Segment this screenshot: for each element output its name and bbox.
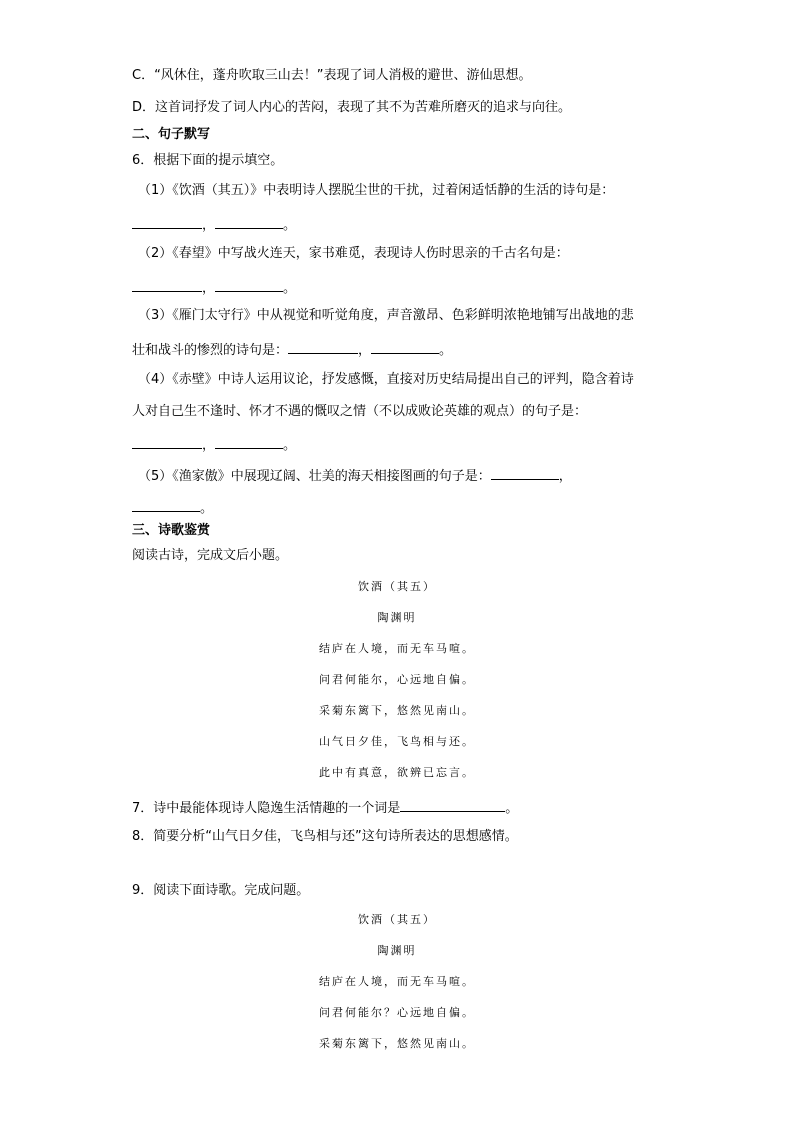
- poem-line: 采菊东篱下，悠然见南山。: [319, 1037, 475, 1050]
- poem-line: 此中有真意，欲辨已忘言。: [319, 766, 475, 779]
- poem-line: 结庐在人境，而无车马喧。: [319, 642, 475, 655]
- poem-line: 结庐在人境，而无车马喧。: [319, 975, 475, 988]
- poem-title: 饮酒（其五）: [358, 913, 436, 926]
- item-4-answer: ， 。: [132, 434, 296, 455]
- answer-blank[interactable]: [132, 277, 202, 292]
- section-heading-2: 二、句子默写: [132, 127, 211, 142]
- answer-blank[interactable]: [215, 214, 283, 229]
- question-9: 9．阅读下面诗歌。完成问题。: [132, 883, 310, 898]
- item-3-answer: 壮和战斗的惨烈的诗句是： ， 。: [132, 339, 452, 360]
- item-5-answer: 。: [132, 497, 213, 518]
- item-2-answer: ， 。: [132, 277, 296, 298]
- answer-blank[interactable]: [132, 214, 202, 229]
- option-d: D．这首词抒发了词人内心的苦闷，表现了其不为苦难所磨灭的追求与向往。: [132, 100, 572, 115]
- item-1-answer: ， 。: [132, 214, 296, 235]
- poem-line: 采菊东篱下，悠然见南山。: [319, 704, 475, 717]
- answer-blank[interactable]: [491, 465, 559, 480]
- poem-author: 陶渊明: [377, 944, 417, 957]
- poem-author: 陶渊明: [377, 611, 417, 624]
- poem-title: 饮酒（其五）: [358, 580, 436, 593]
- answer-blank[interactable]: [132, 497, 200, 512]
- item-5-prompt: （5）《渔家傲》中展现辽阔、壮美的海天相接图画的句子是： ，: [138, 465, 572, 486]
- question-8: 8．简要分析“山气日夕佳，飞鸟相与还”这句诗所表达的思想感情。: [132, 829, 518, 844]
- answer-blank[interactable]: [132, 434, 202, 449]
- item-4-prompt-cont: 人对自己生不逢时、怀才不遇的慨叹之情（不以成败论英雄的观点）的句子是：: [132, 404, 588, 419]
- answer-blank[interactable]: [400, 797, 505, 812]
- poem-line: 问君何能尔？心远地自偏。: [319, 1006, 475, 1019]
- option-c: C．“风休住，蓬舟吹取三山去！”表现了词人消极的避世、游仙思想。: [132, 68, 532, 83]
- item-1-prompt: （1）《饮酒（其五）》中表明诗人摆脱尘世的干扰，过着闲适恬静的生活的诗句是：: [138, 183, 615, 198]
- item-3-prompt: （3）《雁门太守行》中从视觉和听觉角度，声音激昂、色彩鲜明浓艳地铺写出战地的悲: [138, 308, 634, 323]
- answer-blank[interactable]: [215, 277, 283, 292]
- section-heading-3: 三、诗歌鉴赏: [132, 523, 211, 538]
- question-7: 7．诗中最能体现诗人隐逸生活情趣的一个词是 。: [132, 797, 518, 818]
- answer-blank[interactable]: [215, 434, 283, 449]
- item-2-prompt: （2）《春望》中写战火连天，家书难觅，表现诗人伤时思亲的千古名句是：: [138, 246, 569, 261]
- reading-intro: 阅读古诗，完成文后小题。: [132, 548, 289, 563]
- poem-line: 山气日夕佳，飞鸟相与还。: [319, 735, 475, 748]
- item-4-prompt: （4）《赤壁》中诗人运用议论，抒发感慨，直接对历史结局提出自己的评判，隐含着诗: [138, 372, 634, 387]
- question-6: 6．根据下面的提示填空。: [132, 153, 284, 168]
- answer-blank[interactable]: [288, 339, 358, 354]
- poem-line: 问君何能尔，心远地自偏。: [319, 673, 475, 686]
- answer-blank[interactable]: [371, 339, 439, 354]
